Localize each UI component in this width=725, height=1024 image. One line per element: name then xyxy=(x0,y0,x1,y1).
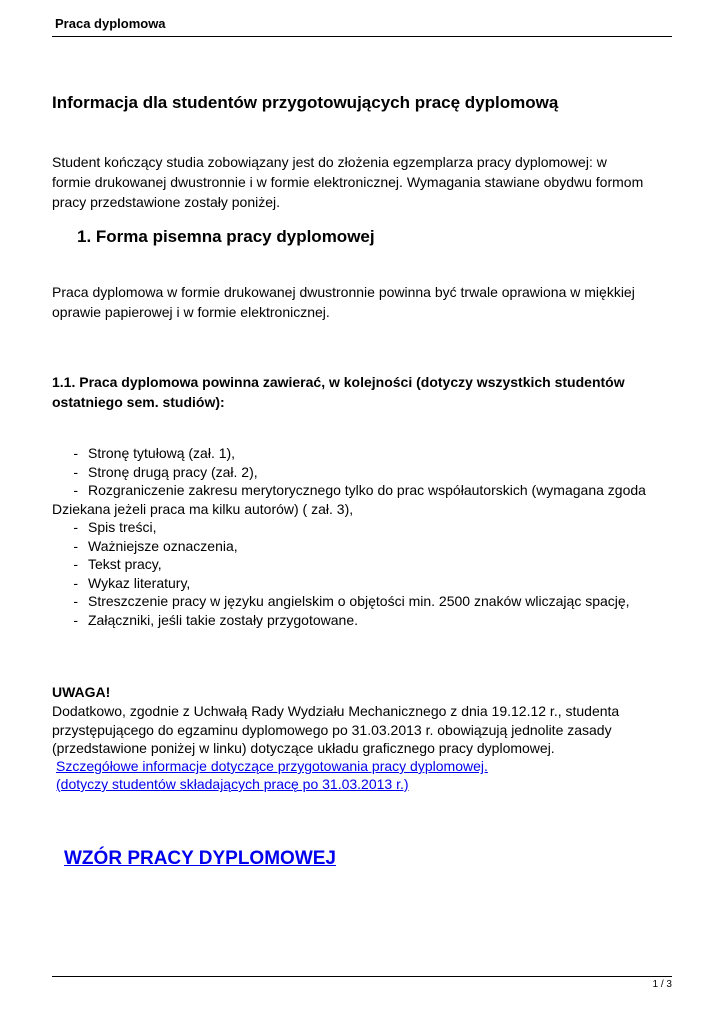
list-item-text: Ważniejsze oznaczenia, xyxy=(88,537,238,554)
details-link-note[interactable]: (dotyczy studentów składających pracę po 31.03.2013 r.) xyxy=(56,776,409,792)
dash-bullet: - xyxy=(73,593,78,609)
running-header: Praca dyplomowa xyxy=(55,16,166,31)
list-item xyxy=(52,481,692,500)
notice-line: przystępującego do egzaminu dyplomowego po 31.03.2013 r. obowiązują jednolite zasady xyxy=(52,721,612,738)
list-item xyxy=(52,518,692,537)
list-item xyxy=(52,574,692,593)
details-link-line xyxy=(56,775,409,794)
notice-label: UWAGA! xyxy=(52,684,111,700)
list-item xyxy=(52,537,692,556)
list-item-text: Rozgraniczenie zakresu merytorycznego tylko do prac współautorskich (wymagana zgoda xyxy=(88,482,646,498)
list-item-text: Stronę drugą pracy (zał. 2), xyxy=(88,463,258,480)
dash-bullet: - xyxy=(73,463,78,480)
intro-line: pracy przedstawione zostały poniżej. xyxy=(52,194,281,210)
intro-paragraph xyxy=(52,152,692,212)
section-1-heading: 1. Forma pisemna pracy dyplomowej xyxy=(77,227,375,246)
list-item xyxy=(52,611,692,630)
thesis-template-link[interactable]: WZÓR PRACY DYPLOMOWEJ xyxy=(64,848,336,869)
intro-line: Student kończący studia zobowiązany jest do złożenia egzemplarza pracy dyplomowej: w xyxy=(52,154,607,170)
notice-paragraph xyxy=(52,702,692,758)
list-item-text: Streszczenie pracy w języku angielskim o objętości min. 2500 znaków wliczając spację, xyxy=(88,593,630,609)
list-item-text: Spis treści, xyxy=(88,519,157,535)
list-item xyxy=(52,592,692,611)
list-item-text: Tekst pracy, xyxy=(88,556,162,572)
section-1-1-heading xyxy=(52,372,692,412)
dash-bullet: - xyxy=(73,537,78,554)
list-item xyxy=(52,444,692,463)
list-item-continuation xyxy=(52,500,692,519)
section-1-line: Praca dyplomowa w formie drukowanej dwustronnie powinna być trwale oprawiona w miękkiej xyxy=(52,284,635,300)
list-item xyxy=(52,463,692,482)
list-item-text: Dziekana jeżeli praca ma kilku autorów) ( zał. 3), xyxy=(52,500,354,517)
required-contents-list xyxy=(52,444,692,629)
header-rule xyxy=(52,36,672,37)
dash-bullet: - xyxy=(73,519,78,535)
section-1-line: oprawie papierowej i w formie elektronicznej. xyxy=(52,304,330,320)
list-item-text: Stronę tytułową (zał. 1), xyxy=(88,445,236,461)
list-item-text: Załączniki, jeśli takie zostały przygotowane. xyxy=(88,611,359,628)
dash-bullet: - xyxy=(73,556,78,572)
section-1-1-heading-line: 1.1. Praca dyplomowa powinna zawierać, w kolejności (dotyczy wszystkich studentów xyxy=(52,374,625,390)
dash-bullet: - xyxy=(73,574,78,591)
list-item xyxy=(52,555,692,574)
notice-line: Dodatkowo, zgodnie z Uchwałą Rady Wydziału Mechanicznego z dnia 19.12.12 r., studenta xyxy=(52,703,620,719)
intro-line: formie drukowanej dwustronnie i w formie elektronicznej. Wymagania stawiane obydwu formom xyxy=(52,174,644,190)
dash-bullet: - xyxy=(73,445,78,461)
footer-rule xyxy=(52,976,672,977)
notice-line: (przedstawione poniżej w linku) dotyczące układu graficznego pracy dyplomowej. xyxy=(52,740,555,756)
list-item-text: Wykaz literatury, xyxy=(88,574,191,591)
page-number: 1 / 3 xyxy=(652,979,672,990)
details-link[interactable]: Szczegółowe informacje dotyczące przygotowania pracy dyplomowej. xyxy=(56,758,488,774)
template-link-container xyxy=(64,848,336,870)
section-1-paragraph xyxy=(52,282,692,322)
dash-bullet: - xyxy=(73,611,78,628)
dash-bullet: - xyxy=(73,482,78,498)
section-1-1-heading-line: ostatniego sem. studiów): xyxy=(52,394,225,410)
page-title: Informacja dla studentów przygotowujących pracę dyplomową xyxy=(52,93,559,112)
details-link-line xyxy=(56,757,488,776)
